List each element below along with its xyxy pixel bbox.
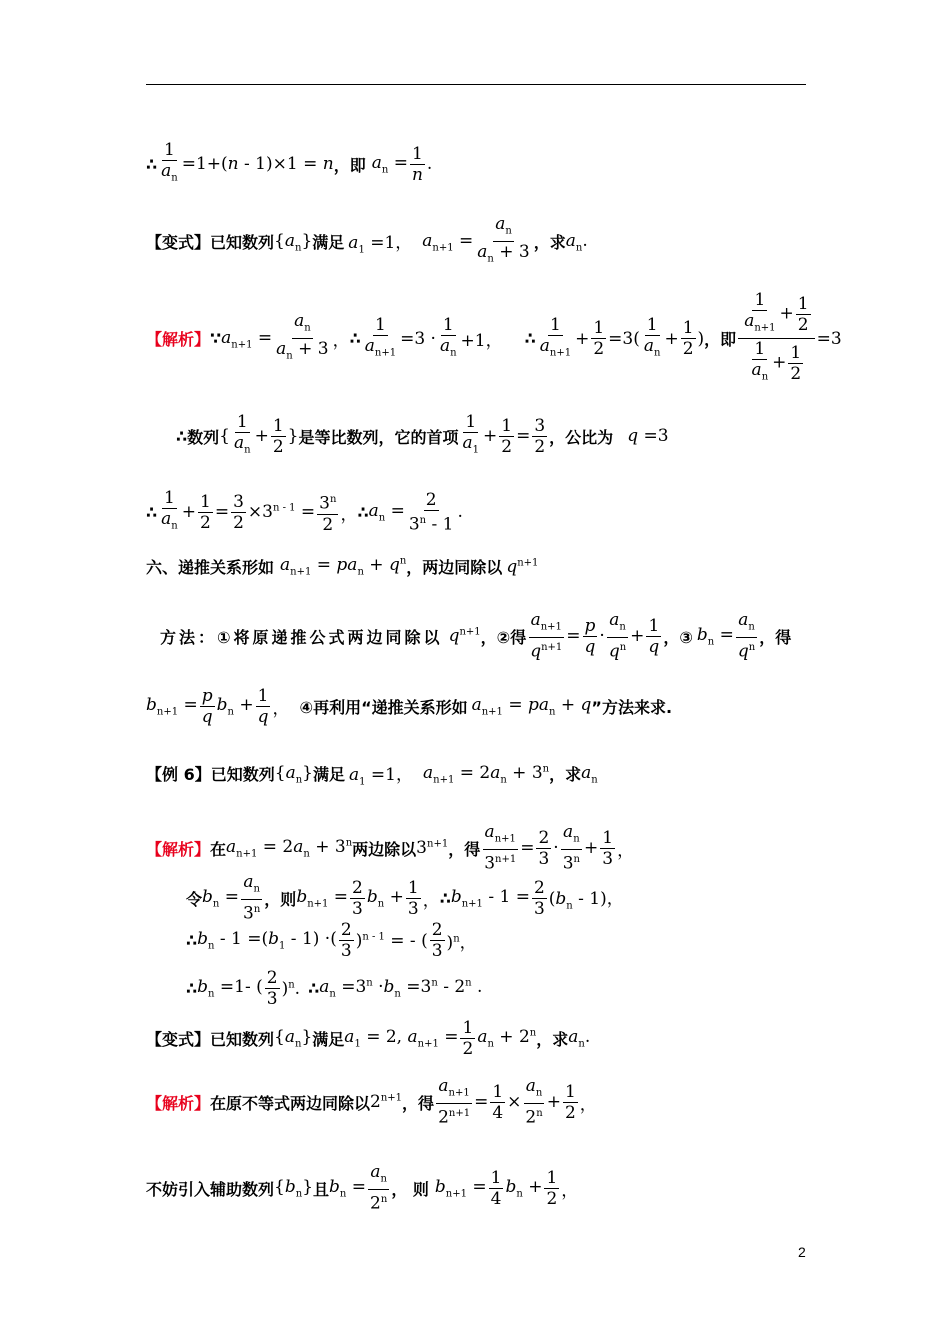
jiexi-3: 【解析】 在原不等式两边同除以 $2^{n+1}$ ，得 $\frac{a_{n+1}}{2^{n+1}}$ = $\frac{1}{4}$ × $\frac{a_n}{2^n}$ + $\frac{1}{2}$ ， — [146, 1076, 597, 1129]
ji-text: ，即 — [333, 155, 366, 175]
example6-tag: 【例 6】 — [146, 765, 211, 785]
jiexi-1: 【解析】 ∵ $a_{n+1}$ = $\frac{a_n}{a_n + 3}$ ， ∴ $\frac{1}{a_{n+1}}$ =3 · $\frac{1}{a_n}$ +1， ∴ $\frac{1}{a_{n+1}}$ + $\frac{1}{2}$ =3( $\frac{1}{a_n}$ + $\frac{1}{2}$ ) ，即 $\frac{1}{a_{n+1}}$ + $\frac{1}{2}$ $\frac{1}{a_n}$ + $\frac{1}{2}$ =3 — [146, 290, 842, 385]
header-rule — [146, 84, 806, 85]
therefore-symbol: ∴ — [146, 154, 158, 174]
jiexi-ex6-line2: 令 $b_n$ = $\frac{a_n}{3^n}$ ，则 $b_{n+1}$ = $\frac{2}{3}$ $b_n$ + $\frac{1}{3}$ ， ∴ $b_{n+1} - 1$ = $\frac{2}{3}$ $(b_n - 1)$， — [186, 872, 624, 925]
geometric-line: ∴ 数列 { $\frac{1}{a_n}$ + $\frac{1}{2}$ } 是等比数列，它的首项 $\frac{1}{a_1}$ + $\frac{1}{2}$ = $\frac{3}{2}$ ，公比为 q =3 — [176, 412, 669, 457]
aux-line: 不妨引入辅助数列 $\{b_n\}$ 且 $b_n$ = $\frac{a_n}{2^n}$ ， 则 $b_{n+1}$ = $\frac{1}{4}$ $b_n$ + $\frac{1}{2}$ ， — [146, 1162, 579, 1215]
bianshi-1: 【变式】 已知数列 $\{a_n\}$ 满足 $a_1 =1$， $a_{n+1}$ = $\frac{a_n}{a_n + 3}$ ，求 $a_n$. — [146, 214, 588, 265]
page-number: 2 — [798, 1244, 806, 1260]
jiexi-tag: 【解析】 — [146, 330, 211, 350]
step-four-line: $b_{n+1}$ = $\frac{p}{q}$ $b_n$ + $\frac{1}{q}$ ， ④再利用“递推关系形如 $a_{n+1} = pa_n + q$ ”方法来求. — [146, 686, 673, 727]
jiexi-ex6-line1: 【解析】 在 $a_{n+1} = 2a_n + 3^n$ 两边除以 $3^{n+1}$ ，得 $\frac{a_{n+1}}{3^{n+1}}$ = $\frac{2}{3}$ · $\frac{a_n}{3^n}$ + $\frac{1}{3}$ ， — [146, 822, 635, 875]
bianshi-2: 【变式】 已知数列 $\{a_n\}$ 满足 $a_1 = 2$, $a_{n+1}$ = $\frac{1}{2}$ $a_n + 2^n$ ，求 $a_n$. — [146, 1018, 591, 1059]
method-line: 方法：①将原递推公式两边同除以 $q^{n+1}$ ，②得 $\frac{a_{n+1}}{q^{n+1}}$ = $\frac{p}{q}$ · $\frac{a_n}{q^n}$ + $\frac{1}{q}$ ，③ $b_n$ = $\frac{a_n}{q^n}$ ，得 — [160, 610, 792, 663]
bianshi-tag: 【变式】 — [146, 233, 211, 253]
jiexi-ex6-line4: ∴ $b_n =1-$ ( $\frac{2}{3}$ )$^n$. ∴ $a_n =3^n \cdot b_n =3^n - 2^n$ . — [186, 968, 483, 1009]
jiexi-ex6-line3: ∴ $b_n - 1 =(b_1 - 1)$ ·( $\frac{2}{3}$ )$^{n - 1}$ = - ( $\frac{2}{3}$ )$^n$， — [186, 920, 477, 961]
example-6: 【例 6】 已知数列 $\{a_n\}$ 满足 $a_1 =1$， $a_{n+1} = 2a_n + 3^n$ ，求 $a_n$ — [146, 762, 598, 788]
result-line-1: ∴ $\frac{1}{a_n}$ + $\frac{1}{2}$ = $\frac{3}{2}$ $\times 3^{n - 1}$ = $\frac{3^n}{2}$ ， ∴ $a_n$ = $\frac{2}{3^n - 1}$ . — [146, 488, 463, 535]
formula-line-1: ∴ $\frac{1}{a_n}$ =1+(n - 1)×1 = n ，即 $a_n$ = $\frac{1}{n}$ . — [146, 140, 433, 185]
section-six-title: 六、递推关系形如 $a_{n+1} = pa_n + q^n$ ，两边同除以 $q^{n+1}$ — [146, 555, 539, 578]
